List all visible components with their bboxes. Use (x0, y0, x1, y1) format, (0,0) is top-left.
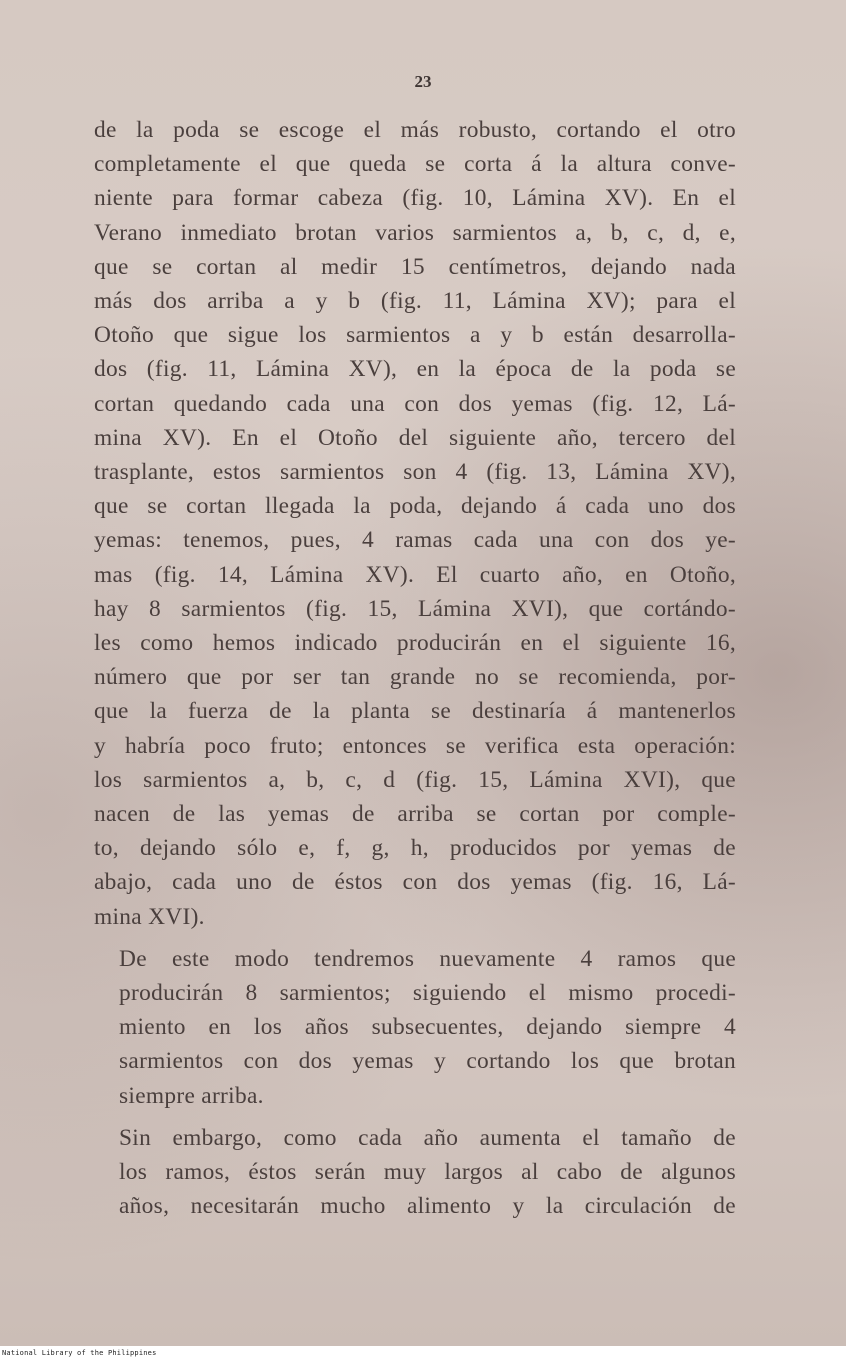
text-line: De este modo tendremos nuevamente 4 ramos que (119, 945, 736, 972)
text-line: más dos arriba a y b (fig. 11, Lámina XV); para el (94, 288, 736, 315)
text-line: producirán 8 sarmientos; siguiendo el mismo procedi- (119, 980, 736, 1007)
text-line: nacen de las yemas de arriba se cortan por comple- (94, 801, 736, 828)
paragraph-3 (94, 1121, 736, 1224)
text-line: Verano inmediato brotan varios sarmientos a, b, c, d, e, (94, 219, 736, 246)
text-line: niente para formar cabeza (fig. 10, Lámina XV). En el (94, 185, 736, 212)
text-line: Otoño que sigue los sarmientos a y b están desarrolla- (94, 322, 736, 349)
paragraph-2 (94, 942, 736, 1113)
text-line: sarmientos con dos yemas y cortando los que brotan (119, 1048, 736, 1075)
text-line: yemas: tenemos, pues, 4 ramas cada una con dos ye- (94, 527, 736, 554)
body-text (94, 113, 736, 1224)
text-line: les como hemos indicado producirán en el siguiente 16, (94, 630, 736, 657)
text-line: mina XVI). (94, 903, 205, 930)
text-line: y habría poco fruto; entonces se verifica esta operación: (94, 732, 736, 759)
text-line: dos (fig. 11, Lámina XV), en la época de la poda se (94, 356, 736, 383)
text-line: miento en los años subsecuentes, dejando siempre 4 (119, 1014, 736, 1041)
text-line: cortan quedando cada una con dos yemas (fig. 12, Lá- (94, 390, 736, 417)
text-line: mas (fig. 14, Lámina XV). El cuarto año, en Otoño, (94, 561, 736, 588)
text-line: años, necesitarán mucho alimento y la circulación de (119, 1193, 736, 1220)
library-credit: National Library of the Philippines (2, 1349, 157, 1357)
text-line: los ramos, éstos serán muy largos al cabo de algunos (119, 1159, 736, 1186)
text-line: los sarmientos a, b, c, d (fig. 15, Lámina XVI), que (94, 766, 736, 793)
text-line: Sin embargo, como cada año aumenta el tamaño de (119, 1124, 736, 1151)
text-line: que la fuerza de la planta se destinaría á mantenerlos (94, 698, 736, 725)
text-line: número que por ser tan grande no se recomienda, por- (94, 664, 736, 691)
text-line: mina XV). En el Otoño del siguiente año, tercero del (94, 424, 736, 451)
text-line: completamente el que queda se corta á la altura conve- (94, 151, 736, 178)
text-line: siempre arriba. (119, 1082, 264, 1109)
text-line: hay 8 sarmientos (fig. 15, Lámina XVI), que cortándo- (94, 595, 736, 622)
paragraph-1 (94, 113, 736, 934)
text-line: que se cortan al medir 15 centímetros, dejando nada (94, 253, 736, 280)
text-line: que se cortan llegada la poda, dejando á cada uno dos (94, 493, 736, 520)
text-line: de la poda se escoge el más robusto, cortando el otro (94, 117, 736, 143)
text-line: to, dejando sólo e, f, g, h, producidos por yemas de (94, 835, 736, 862)
page-number: 23 (414, 72, 432, 91)
text-line: abajo, cada uno de éstos con dos yemas (fig. 16, Lá- (94, 869, 736, 896)
text-line: trasplante, estos sarmientos son 4 (fig. 13, Lámina XV), (94, 459, 736, 486)
